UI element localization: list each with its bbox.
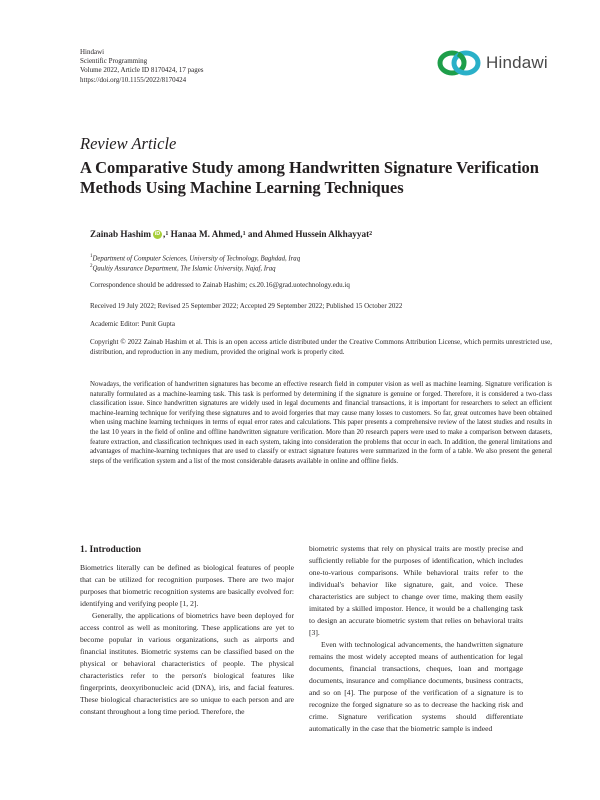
body-column-left [80,562,294,718]
copyright-notice: Copyright © 2022 Zainab Hashim et al. This is an open access article distributed under the Creative Commons Attribution License, which permits unrestricted use, distribution, and reproduction in any medium, provided the original work is properly cited. [90,338,552,356]
author-name: and Ahmed Hussein Alkhayyat [247,229,370,239]
orcid-icon[interactable]: iD [154,230,161,237]
abstract: Nowadays, the verification of handwritten signatures has become an effective research field in computer vision as well as machine learning. Signature verification is naturally formulated as a machine-learning task. This task is performed by determining if the signature is genuine or forged. Therefore, it is considered a two-class classification issue. Since handwritten signatures are widely used in legal documents and financial transactions, it is important for researchers to select an efficient machine-learning technique for verifying these signatures and to avoid forgeries that may cause many losses to customers. So far, great outcomes have been obtained when using machine learning techniques in terms of equal error rates and calculations. This paper presents a comprehensive review of the latest studies and results in the last 10 years in the field of online and offline handwritten signature verification. More than 20 research papers were used to make a comparison between datasets, feature extraction, and classification techniques used in each system, taking into consideration the problems that occur in each. In addition, the general limitations and advantages of machine-learning techniques that are used to classify or extract signature features were summarized in the form of a table. We also present the general steps of the verification system and a list of the most considerable datasets available in online and offline fields. [90,381,552,465]
author-name: Hanaa M. Ahmed, [170,229,243,239]
volume-line: Volume 2022, Article ID 8170424, 17 pages [80,66,204,75]
paragraph: biometric systems that rely on physical traits are mostly precise and sufficiently reliable for the purposes of identification, which includes one-to-various comparisons. While behavioral traits refer to the individual's behavior like signature, gait, and voice. These characteristics are subject to change over time, making them easily imitated by a skilled impostor. Hence, it would be a challenging task to design an accurate biometric system that relies on behavioral traits [3]. [309,544,523,637]
paragraph: Even with technological advancements, the handwritten signature remains the most widely accepted means of authentication for legal documents, financial transactions, cheques, loan and mortgage documents, insurance and compliance documents, business contracts, and so on [4]. The purpose of the verification of a signature is to recognize the forged signature so as to decrease the hacking risk and crime. Signature verification systems should differentiate automatically in the case that the biometric sample is indeed [309,640,523,733]
doi-link[interactable]: https://doi.org/10.1155/2022/8170424 [80,75,187,84]
affiliation: $^1$Department of Computer Sciences, University of Technology, Baghdad, Iraq [90,254,301,263]
paper-title: A Comparative Study among Handwritten Signature Verification Methods Using Machine Learning Techniques [80,158,539,197]
hindawi-logo [436,48,548,78]
body-column-right [309,543,523,735]
correspondence: Correspondence should be addressed to Zainab Hashim; cs.20.16@grad.uotechnology.edu.iq [90,281,350,289]
publisher-name: Hindawi [80,48,105,56]
affiliation: $^2$Qaultiy Assurance Department, The Islamic University, Najaf, Iraq [90,264,276,273]
author-sup: 2 [369,231,373,237]
author-list: Zainab Hashim iD , 1 Hanaa M. Ahmed, 1 and Ahmed Hussein Alkhayyat 2 [90,229,373,239]
hindawi-logo-icon [436,48,482,78]
paragraph: Biometrics literally can be defined as biological features of people that can be utilized for recognition purposes. There are two major purposes that biometric recognition systems are basically evolved for: identifying and verifying people [1, 2]. [80,563,294,608]
section-heading: 1. Introduction [80,545,142,555]
paragraph: Generally, the applications of biometrics have been deployed for access control as well as monitoring. These applications are yet to become popular in various organizations, such as airports and financial institutes. Biometric systems can be classified based on the physical or behavioral characteristics of people. The physical characteristics refer to the person's biological features like fingerprints, deoxyribonucleic acid (DNA), iris, and facial features. These biological characteristics are so unique to each person and are constant throughout a long time period. Therefore, the [80,611,294,716]
author-sup: 1 [242,231,246,237]
journal-name: Scientific Programming [80,57,148,66]
academic-editor: Academic Editor: Punit Gupta [90,320,175,328]
author-name: Zainab Hashim [90,229,152,239]
journal-info [80,48,204,85]
publication-dates: Received 19 July 2022; Revised 25 September 2022; Accepted 29 September 2022; Published 15 October 2022 [90,302,403,310]
author-sup: 1 [165,231,169,237]
hindawi-logo-text: Hindawi [486,53,548,72]
article-type: Review Article [80,134,177,153]
